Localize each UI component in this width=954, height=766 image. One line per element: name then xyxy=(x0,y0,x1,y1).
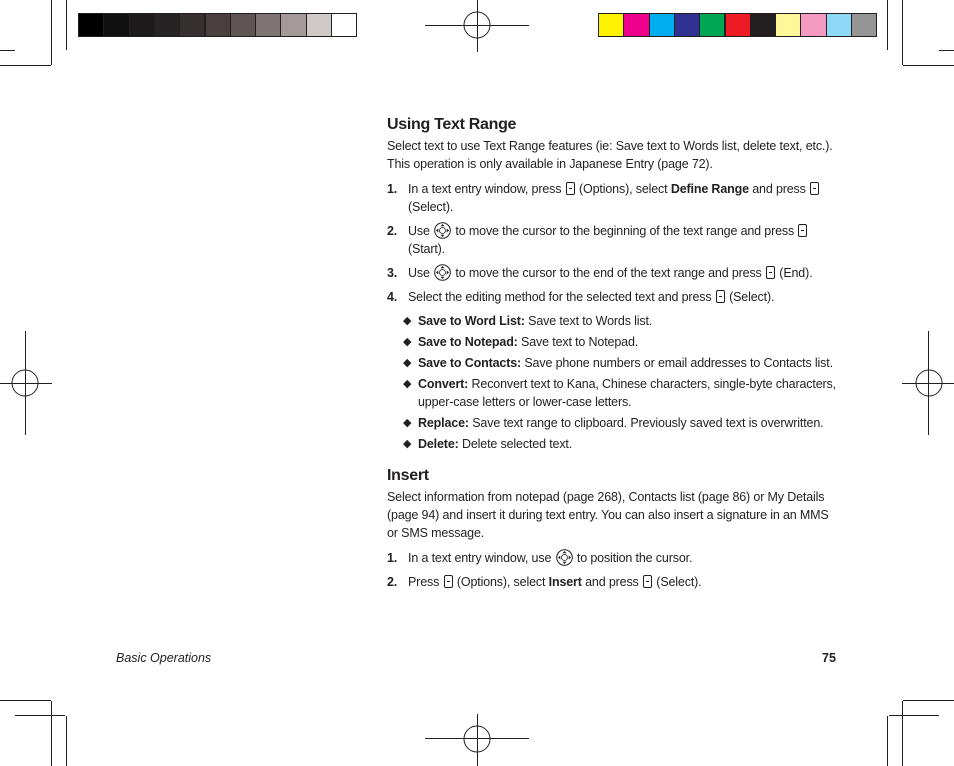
color-swatch xyxy=(255,13,281,37)
section-intro: Select text to use Text Range features (ie: Save text to Words list, delete text, etc.). This operation is only available in Japanese Entry (page 72). xyxy=(387,139,833,171)
diamond-bullet-icon: ◆ xyxy=(403,357,412,369)
text-range-steps xyxy=(387,180,837,306)
step-item xyxy=(387,573,837,591)
option-name: Save to Notepad: xyxy=(418,335,518,349)
option-name: Save to Contacts: xyxy=(418,356,522,370)
soft-key-icon xyxy=(810,182,819,195)
color-swatch xyxy=(649,13,675,37)
step-text: and press xyxy=(581,575,642,589)
diamond-bullet-icon: ◆ xyxy=(403,315,412,327)
step-number: 2. xyxy=(387,575,398,589)
step-text: (Options), select xyxy=(453,575,549,589)
registration-mark-left xyxy=(0,331,54,435)
step-item xyxy=(387,549,837,567)
color-swatch xyxy=(699,13,725,37)
option-description: Save phone numbers or email addresses to Contacts list. xyxy=(521,356,833,370)
color-swatch xyxy=(230,13,256,37)
step-number: 1. xyxy=(387,182,398,196)
color-swatch xyxy=(674,13,700,37)
option-description: Delete selected text. xyxy=(458,437,573,451)
navigation-key-icon xyxy=(434,264,451,281)
color-swatch xyxy=(750,13,776,37)
section-title-text-range: Using Text Range xyxy=(387,116,517,133)
step-text: Use xyxy=(408,224,434,238)
step-number: 2. xyxy=(387,224,398,238)
list-item xyxy=(403,435,837,453)
soft-key-icon xyxy=(643,575,652,588)
color-swatch xyxy=(775,13,801,37)
option-name: Convert: xyxy=(418,377,469,391)
color-swatch xyxy=(205,13,231,37)
option-description: Save text range to clipboard. Previously saved text is overwritten. xyxy=(468,416,824,430)
section-title-insert: Insert xyxy=(387,467,429,484)
soft-key-icon xyxy=(766,266,775,279)
soft-key-icon xyxy=(798,224,807,237)
diamond-bullet-icon: ◆ xyxy=(403,378,412,390)
list-item xyxy=(403,354,837,372)
color-swatch xyxy=(623,13,649,37)
registration-mark-top xyxy=(425,0,529,54)
editing-method-list xyxy=(403,312,837,453)
page-content xyxy=(387,116,837,597)
step-number: 4. xyxy=(387,290,398,304)
step-text: (Options), select xyxy=(575,182,671,196)
color-swatch xyxy=(306,13,332,37)
step-text: to position the cursor. xyxy=(573,551,693,565)
color-swatch xyxy=(800,13,826,37)
step-number: 1. xyxy=(387,551,398,565)
color-swatch xyxy=(851,13,877,37)
step-text: (Select). xyxy=(408,200,454,214)
option-description: Reconvert text to Kana, Chinese characters, single-byte characters, upper-case letters or lower-case letters. xyxy=(418,377,836,409)
step-text: (Select). xyxy=(725,290,775,304)
option-description: Save text to Notepad. xyxy=(517,335,639,349)
option-name: Delete: xyxy=(418,437,459,451)
step-text: (End). xyxy=(775,266,813,280)
step-bold: Insert xyxy=(548,575,582,589)
diamond-bullet-icon: ◆ xyxy=(403,438,412,450)
color-swatch xyxy=(598,13,624,37)
option-name: Replace: xyxy=(418,416,469,430)
step-text: In a text entry window, use xyxy=(408,551,555,565)
step-text: (Select). xyxy=(652,575,702,589)
step-bold: Define Range xyxy=(670,182,749,196)
option-description: Save text to Words list. xyxy=(524,314,653,328)
color-swatch xyxy=(179,13,205,37)
section-intro: Select information from notepad (page 268), Contacts list (page 86) or My Details (page 94) and insert it during text entry. You can also insert a signature in an MMS or SMS message. xyxy=(387,490,829,540)
diamond-bullet-icon: ◆ xyxy=(403,417,412,429)
color-swatch xyxy=(78,13,104,37)
step-text: In a text entry window, press xyxy=(408,182,565,196)
step-number: 3. xyxy=(387,266,398,280)
step-item xyxy=(387,180,837,216)
soft-key-icon xyxy=(444,575,453,588)
color-swatch xyxy=(129,13,155,37)
color-swatch xyxy=(725,13,751,37)
step-text: to move the cursor to the end of the text range and press xyxy=(452,266,765,280)
color-swatch xyxy=(154,13,180,37)
step-item xyxy=(387,288,837,306)
page-number: 75 xyxy=(822,651,836,665)
list-item xyxy=(403,312,837,330)
step-text: Select the editing method for the selected text and press xyxy=(408,290,715,304)
step-text: Use xyxy=(408,266,434,280)
insert-steps xyxy=(387,549,837,591)
soft-key-icon xyxy=(716,290,725,303)
navigation-key-icon xyxy=(556,549,573,566)
step-text: Press xyxy=(408,575,443,589)
list-item xyxy=(403,333,837,351)
registration-mark-right xyxy=(900,331,954,435)
color-swatch xyxy=(826,13,852,37)
color-swatch xyxy=(280,13,306,37)
list-item xyxy=(403,414,837,432)
color-swatch xyxy=(103,13,129,37)
insert-section xyxy=(387,467,837,591)
step-item xyxy=(387,222,837,258)
option-name: Save to Word List: xyxy=(418,314,525,328)
step-text: to move the cursor to the beginning of the text range and press xyxy=(452,224,798,238)
footer-section-name: Basic Operations xyxy=(116,651,212,665)
registration-mark-bottom xyxy=(425,712,529,766)
color-swatch xyxy=(331,13,357,37)
diamond-bullet-icon: ◆ xyxy=(403,336,412,348)
step-text: (Start). xyxy=(408,242,445,256)
soft-key-icon xyxy=(566,182,575,195)
step-text: and press xyxy=(748,182,810,196)
list-item xyxy=(403,375,837,411)
step-item xyxy=(387,264,837,282)
navigation-key-icon xyxy=(434,222,451,239)
